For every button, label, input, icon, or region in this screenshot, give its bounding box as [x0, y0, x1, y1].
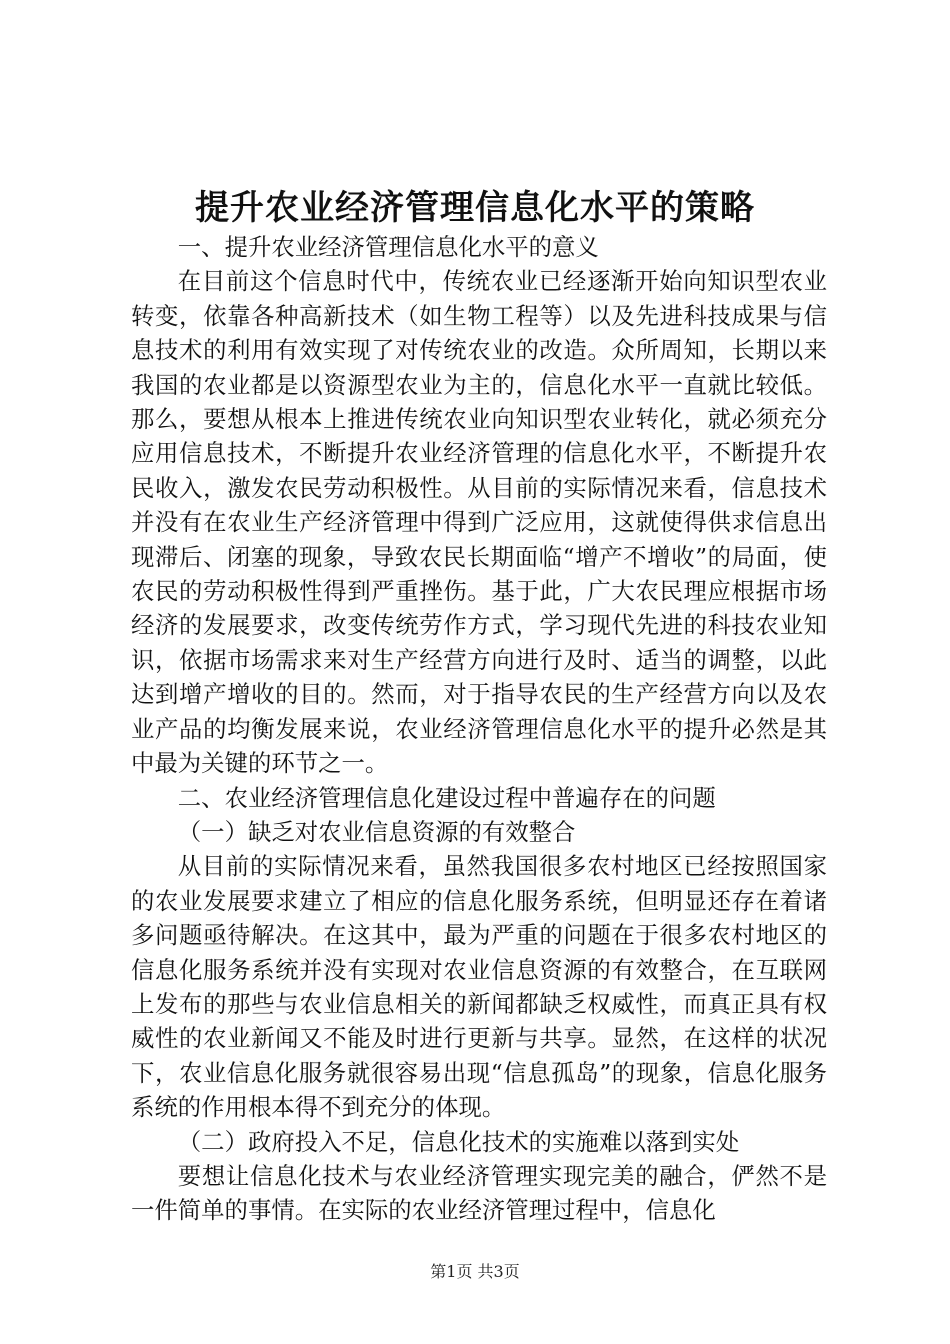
heading-section-1: 一、提升农业经济管理信息化水平的意义	[177, 233, 599, 261]
subheading-2-2: （二）政府投入不足，信息化技术的实施难以落到实处	[177, 1127, 740, 1156]
body-paragraph: 在目前这个信息时代中，传统农业已经逐渐开始向知识型农业转变，依靠各种高新技术（如生物工程等）以及先进科技成果与信息技术的利用有效实现了对传统农业的改造。众所周知，长期以来我国的农业都是以资源型农业为主的，信息化水平一直就比较低。那么，要想从根本上推进传统农业向知识型农业转化，就必须充分应用信息技术，不断提升农业经济管理的信息化水平，不断提升农民收入，激发农民劳动积极性。从目前的实际情况来看，信息技术并没有在农业生产经济管理中得到广泛应用，这就使得供求信息出现滞后、闭塞的现象，导致农民长期面临“增产不增收”的局面，使农民的劳动积极性得到严重挫伤。基于此，广大农民理应根据市场经济的发展要求，改变传统劳作方式，学习现代先进的科技农业知识，依据市场需求来对生产经营方向进行及时、适当的调整，以此达到增产增收的目的。然而，对于指导农民的生产经营方向以及农业产品的均衡发展来说，农业经济管理信息化水平的提升必然是其中最为关键的环节之一。	[131, 267, 827, 778]
body-paragraph: 从目前的实际情况来看，虽然我国很多农村地区已经按照国家的农业发展要求建立了相应的信息化服务系统，但明显还存在着诸多问题亟待解决。在这其中，最为严重的问题在于很多农村地区的信息化服务系统并没有实现对农业信息资源的有效整合，在互联网上发布的那些与农业信息相关的新闻都缺乏权威性，而真正具有权威性的农业新闻又不能及时进行更新与共享。显然，在这样的状况下，农业信息化服务就很容易出现“信息孤岛”的现象，信息化服务系统的作用根本得不到充分的体现。	[131, 852, 827, 1122]
heading-section-2: 二、农业经济管理信息化建设过程中普遍存在的问题	[177, 783, 716, 812]
document-body	[131, 230, 827, 1228]
document-title: 提升农业经济管理信息化水平的策略	[195, 188, 755, 228]
page-footer: 第1页 共3页	[430, 1262, 520, 1281]
subheading-2-1: （一）缺乏对农业信息资源的有效整合	[177, 817, 576, 846]
body-paragraph: 要想让信息化技术与农业经济管理实现完美的融合，俨然不是一件简单的事情。在实际的农业经济管理过程中，信息化	[131, 1161, 827, 1225]
